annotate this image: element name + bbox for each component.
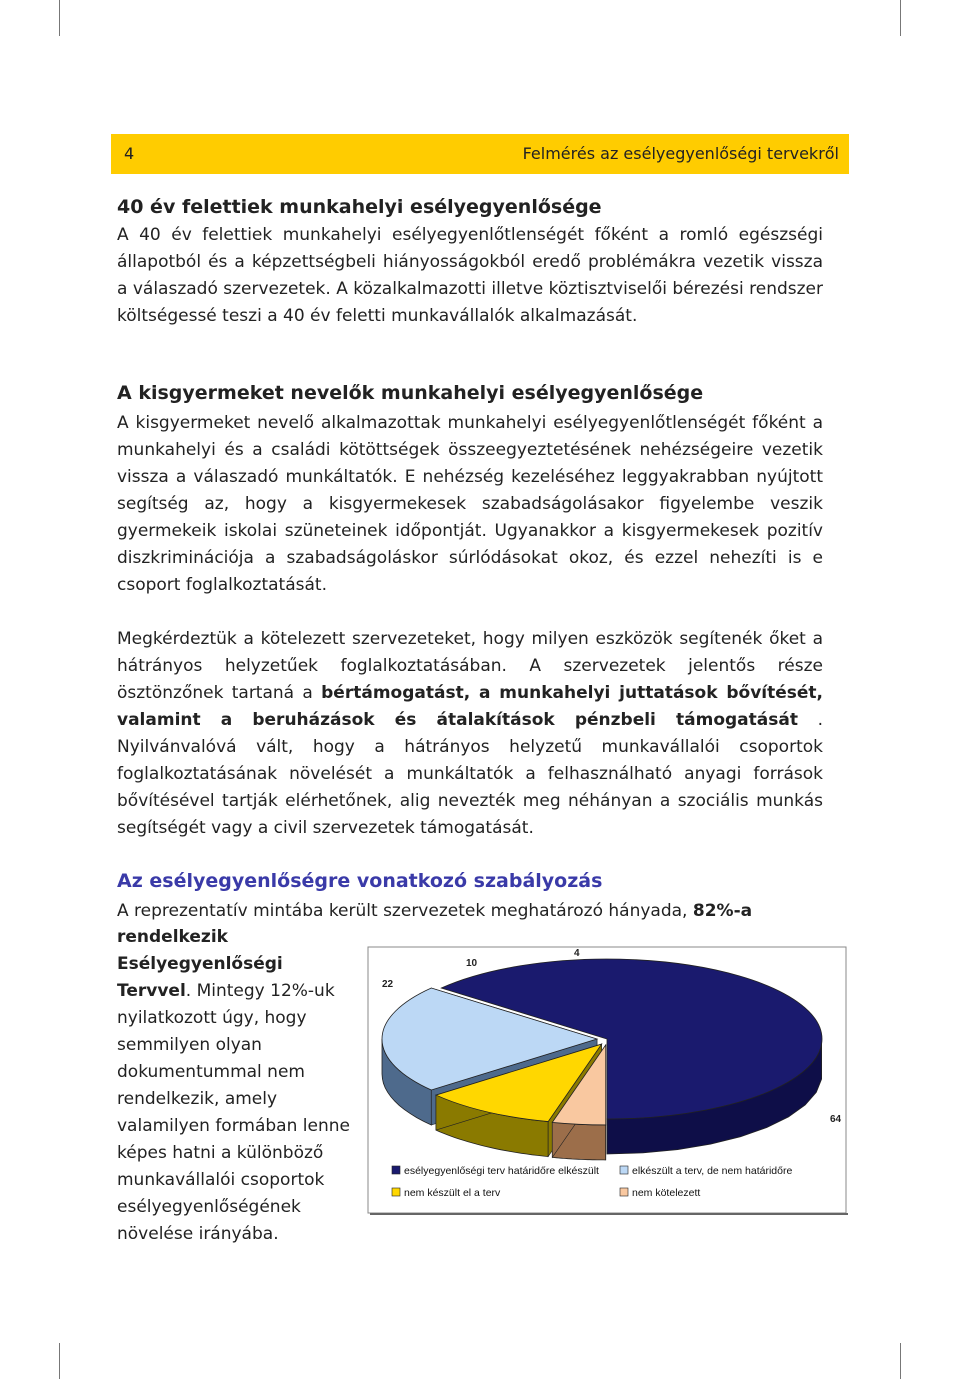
crop-mark-right xyxy=(900,0,901,36)
section-body-40-plus: A 40 év felettiek munkahelyi esélyegyenlőtlenségét főként a romló egészségi állapotból és a képzettségbeli hiányosságokból eredő problémákra vezetik vissza a válaszadó szervezetek. A közalkalmazotti illetve köztisztviselői bérezési rendszer költségessé teszi a 40 év feletti munkavállalók alkalmazását. xyxy=(117,225,823,326)
regulation-normal-text: A reprezentatív mintába került szervezetek meghatározó hányada, xyxy=(117,901,693,921)
section-heading-regulation: Az esélyegyenlőségre vonatkozó szabályozás xyxy=(117,870,603,892)
regulation-bold-percent: 82%-a xyxy=(692,901,753,921)
pie-value-label-1: 64 xyxy=(830,1114,842,1125)
page-header xyxy=(111,134,849,174)
crop-mark-left xyxy=(59,0,60,36)
legend-swatch-3 xyxy=(392,1188,400,1196)
regulation-rest: Mintegy 12%-uk nyilatkozott úgy, hogy semmilyen olyan dokumentummal nem rendelkezik, amely valamilyen formában lenne képes hatni a különböző munkavállalói csoportok esélyegyenlőségének növelése irányába. xyxy=(117,981,350,1244)
chart-frame-shadow xyxy=(370,1213,848,1215)
pie-value-label-2: 22 xyxy=(382,979,394,990)
page-number: 4 xyxy=(124,144,135,163)
regulation-wrap-text xyxy=(117,924,357,1248)
crop-mark-right-bottom xyxy=(900,1343,901,1379)
section-heading-40-plus: 40 év felettiek munkahelyi esélyegyenlősége xyxy=(117,196,602,218)
legend-label-2: elkészült a terv, de nem határidőre xyxy=(632,1165,793,1177)
pie-value-label-3: 10 xyxy=(466,958,478,969)
regulation-period: . xyxy=(185,981,192,1001)
legend-label-3: nem készült el a terv xyxy=(404,1187,501,1199)
legend-swatch-1 xyxy=(392,1166,400,1174)
regulation-bold-cont: rendelkezik Esélyegyenlőségi Tervvel xyxy=(117,927,283,1001)
crop-mark-left-bottom xyxy=(59,1343,60,1379)
section-heading-parents: A kisgyermeket nevelők munkahelyi esélyegyenlősége xyxy=(117,382,704,404)
legend-label-4: nem kötelezett xyxy=(632,1187,701,1199)
section-body-tools xyxy=(117,626,823,842)
legend-label-1: esélyegyenlőségi terv határidőre elkészült xyxy=(404,1165,599,1177)
tools-text-bold: bértámogatást, a munkahelyi juttatások bővítését, valamint a beruházások és átalakítások pénzbeli támogatását xyxy=(117,683,824,730)
regulation-line-1 xyxy=(117,898,823,925)
legend-swatch-4 xyxy=(620,1188,628,1196)
running-title: Felmérés az esélyegyenlőségi tervekről xyxy=(522,144,839,163)
pie-value-label-4: 4 xyxy=(574,948,580,959)
legend-swatch-2 xyxy=(620,1166,628,1174)
section-body-parents: A kisgyermeket nevelő alkalmazottak munkahelyi esélyegyenlőtlenségét főként a munkahelyi és a családi kötöttségek összeegyeztetésének nehézségeire vezetik vissza a válaszadó munkáltatók. E nehézség kezeléséhez leggyakrabban nyújtott segítség az, hogy a kisgyermekesek szabadságolásakor figyelembe veszik gyermekeik iskolai szüneteinek időpontját. Ugyanakkor a kisgyermekesek pozitív diszkriminációja a szabadságoláskor súrlódásokat okoz, és ezzel nehezíti is e csoport foglalkoztatását. xyxy=(117,413,823,595)
tools-text-1: Megkérdeztük a kötelezett szervezeteket, hogy milyen eszközök segítenék őket a hátrányos helyzetűek foglalkoztatásában. A szervezetek jelentős része ösztönzőnek tartaná a xyxy=(117,629,823,703)
pie-slices-group xyxy=(382,959,822,1160)
tools-text-2: . Nyilvánvalóvá vált, hogy a hátrányos helyzetű munkavállalói csoportok foglalkoztatásának növelését a munkáltatók a felhasználható anyagi források bővítésével tartják elérhetőnek, alig nevezték meg néhányan a szociális munkás segítségét vagy a civil szervezetek támogatását. xyxy=(117,710,823,838)
pie-chart xyxy=(362,944,852,1219)
